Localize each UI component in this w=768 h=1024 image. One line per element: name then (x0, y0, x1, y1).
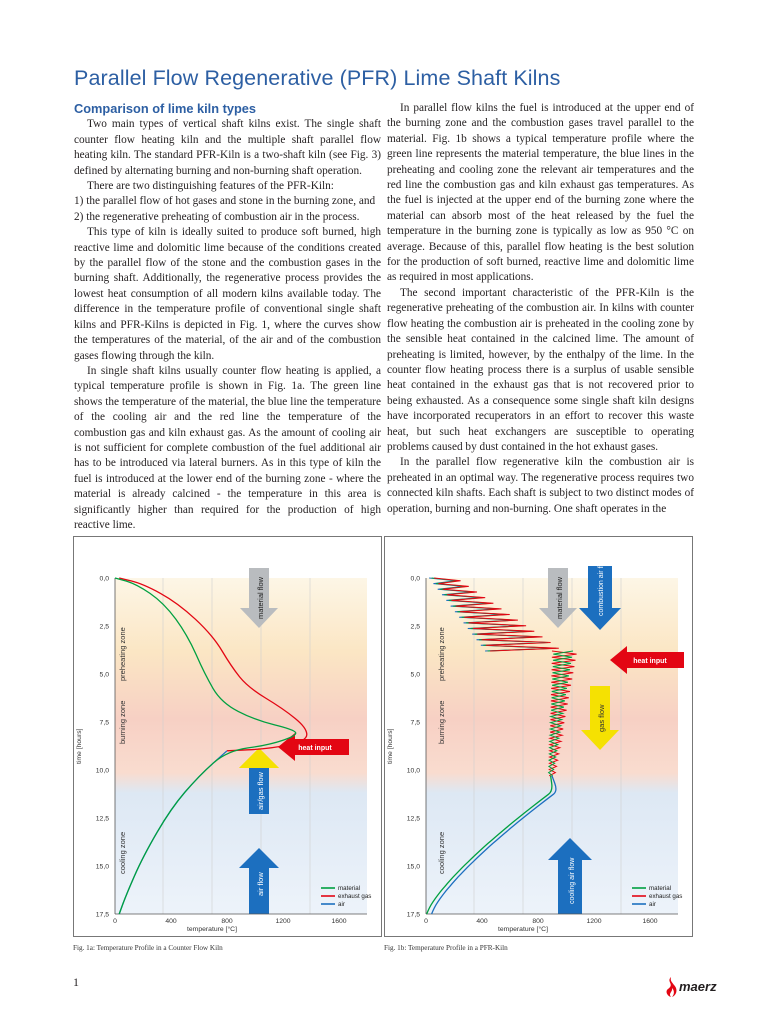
section-heading: Comparison of lime kiln types (74, 101, 257, 116)
right-column (387, 101, 694, 517)
list-item: 1) the parallel flow of hot gases and stone in the burning zone, and (74, 195, 376, 208)
y-axis-label: time [hours] (76, 728, 83, 764)
flow-label: cooling air flow (569, 857, 576, 904)
flow-label: heat input (298, 745, 332, 752)
flow-label: air flow (256, 872, 265, 896)
y-tick-label: 2,5 (99, 623, 109, 631)
x-tick-label: 0 (113, 918, 117, 925)
flow-label: combustion air flow (598, 556, 605, 616)
legend-label: exhaust gas (649, 893, 683, 900)
x-tick-label: 1600 (331, 918, 347, 925)
paragraph: The second important characteristic of the PFR-Kiln is the regenerative preheating of the combustion air. In kilns with counter flow heating the combustion air is preheated in the cooling zone by the sensible heat contained in the calcined lime. The amount of preheating is limited, however, by the enthalpy of the lime. In the counter flow heating process there is a surplus of usable sensible heat contained in the exhaust gas that is not recovered prior to being exhausted. As a consequence some single shaft kiln designs have incorporated recuperators in an effort to recover this waste heat, but such heat exchangers are susceptible to operating problems caused by dust contained in the hot exhaust gases. (387, 286, 694, 453)
paragraph: In parallel flow kilns the fuel is introduced at the upper end of the burning zone and the combustion gases travel parallel to the material. Fig. 1b shows a typical temperature profile where the green line represents the material temperature, the blue lines in the preheating and cooling zone the relevant air temperatures and the red line the combustion gas and kiln exhaust gas temperatures. As the fuel is injected at the upper end of the burning zone where the material can absorb most of the heat released by the fuel the temperature in the burning zone is typically as low as 950 °C on average. Because of this, parallel flow heating is the best solution for the production of soft burned, reactive lime and dolomitic lime as required in most applications. (387, 102, 694, 284)
legend-label: air (649, 901, 656, 908)
legend-label: air (338, 901, 345, 908)
list-item: 2) the regenerative preheating of combustion air in the process. (74, 210, 360, 223)
x-tick-label: 1600 (642, 918, 658, 925)
y-tick-label: 7,5 (99, 719, 109, 727)
x-tick-label: 0 (424, 918, 428, 925)
y-tick-label: 5,0 (410, 671, 420, 679)
zone-label: burning zone (118, 700, 127, 744)
paragraph: This type of kiln is ideally suited to produce soft burned, high reactive lime and dolomitic lime because of the conditions created by the parallel flow of the stone and the combustion gases in the burning shaft. Additionally, the regenerative process provides the lowest heat consumption of all modern kilns available today. The difference in the temperature profile of conventional single shaft kilns and PFR-Kilns is depicted in Fig. 1, where the curves show the temperatures of the material, of the air and of the combustion gases flowing through the kiln. (74, 226, 381, 362)
logo-text: maerz (679, 979, 717, 994)
y-tick-label: 12,5 (95, 815, 109, 823)
x-axis-label: temperature [°C] (187, 926, 237, 933)
y-tick-label: 12,5 (406, 815, 420, 823)
zone-label: preheating zone (118, 627, 127, 681)
x-tick-label: 800 (221, 918, 233, 925)
zone-label: cooling zone (437, 831, 446, 874)
y-tick-label: 10,0 (406, 767, 420, 775)
paragraph: In single shaft kilns usually counter flow heating is applied, a typical temperature profile is shown in Fig. 1a. The green line shows the temperature of the material, the blue line the temperature of the cooling air and the red line the temperature of the combustion gas and kiln exhaust gas. As the amount of cooling air is not sufficient for complete combustion of the fuel additional air has to be introduced via lateral burners. As in this type of kiln the fuel is introduced at the lower end of the burning zone - where the material is already calcined - the temperature in this area is significantly higher than required for the production of high reactive lime. (74, 364, 381, 531)
y-tick-label: 7,5 (410, 719, 420, 727)
legend-label: exhaust gas (338, 893, 372, 900)
x-tick-label: 1200 (275, 918, 291, 925)
figure-caption: Fig. 1b: Temperature Profile in a PFR-Kiln (384, 944, 508, 952)
y-tick-label: 17,5 (95, 911, 109, 919)
flow-label: material flow (256, 576, 265, 619)
y-tick-label: 10,0 (95, 767, 109, 775)
flow-label: air/gas flow (256, 772, 265, 810)
y-axis-label: time [hours] (387, 728, 394, 764)
page-number: 1 (73, 975, 79, 989)
left-column (74, 101, 381, 533)
x-tick-label: 400 (476, 918, 488, 925)
flow-label: gas flow (597, 704, 606, 732)
figure-caption: Fig. 1a: Temperature Profile in a Counter Flow Kiln (73, 944, 223, 952)
y-tick-label: 2,5 (410, 623, 420, 631)
legend-label: material (338, 885, 361, 892)
figure-1b (384, 536, 693, 937)
y-tick-label: 5,0 (99, 671, 109, 679)
x-tick-label: 800 (532, 918, 544, 925)
page-title: Parallel Flow Regenerative (PFR) Lime Shaft Kilns (74, 66, 561, 90)
y-tick-label: 17,5 (406, 911, 420, 919)
y-tick-label: 0,0 (410, 575, 420, 583)
y-tick-label: 15,0 (95, 863, 109, 871)
y-tick-label: 0,0 (99, 575, 109, 583)
y-tick-label: 15,0 (406, 863, 420, 871)
maerz-logo (663, 976, 723, 998)
figure-1a (73, 536, 382, 937)
x-tick-label: 1200 (586, 918, 602, 925)
paragraph: There are two distinguishing features of the PFR-Kiln: (87, 180, 334, 193)
paragraph: In the parallel flow regenerative kiln the combustion air is preheated in an optimal way. The regenerative process requires two connected kiln shafts. Each shaft is subject to two distinct modes of operation, burning and non-burning. One shaft operates in the (387, 456, 694, 515)
zone-label: cooling zone (118, 831, 127, 874)
x-axis-label: temperature [°C] (498, 926, 548, 933)
legend-label: material (649, 885, 672, 892)
flow-label: material flow (555, 576, 564, 619)
flame-icon (663, 976, 679, 998)
flow-label: heat input (633, 658, 667, 665)
zone-label: preheating zone (437, 627, 446, 681)
x-tick-label: 400 (165, 918, 177, 925)
paragraph: Two main types of vertical shaft kilns exist. The single shaft counter flow heating kiln and the multiple shaft parallel flow heating kiln. The standard PFR-Kiln is a two-shaft kiln (see Fig. 3) defined by alternating burning and non-burning shaft operation. (74, 118, 381, 177)
zone-label: burning zone (437, 700, 446, 744)
